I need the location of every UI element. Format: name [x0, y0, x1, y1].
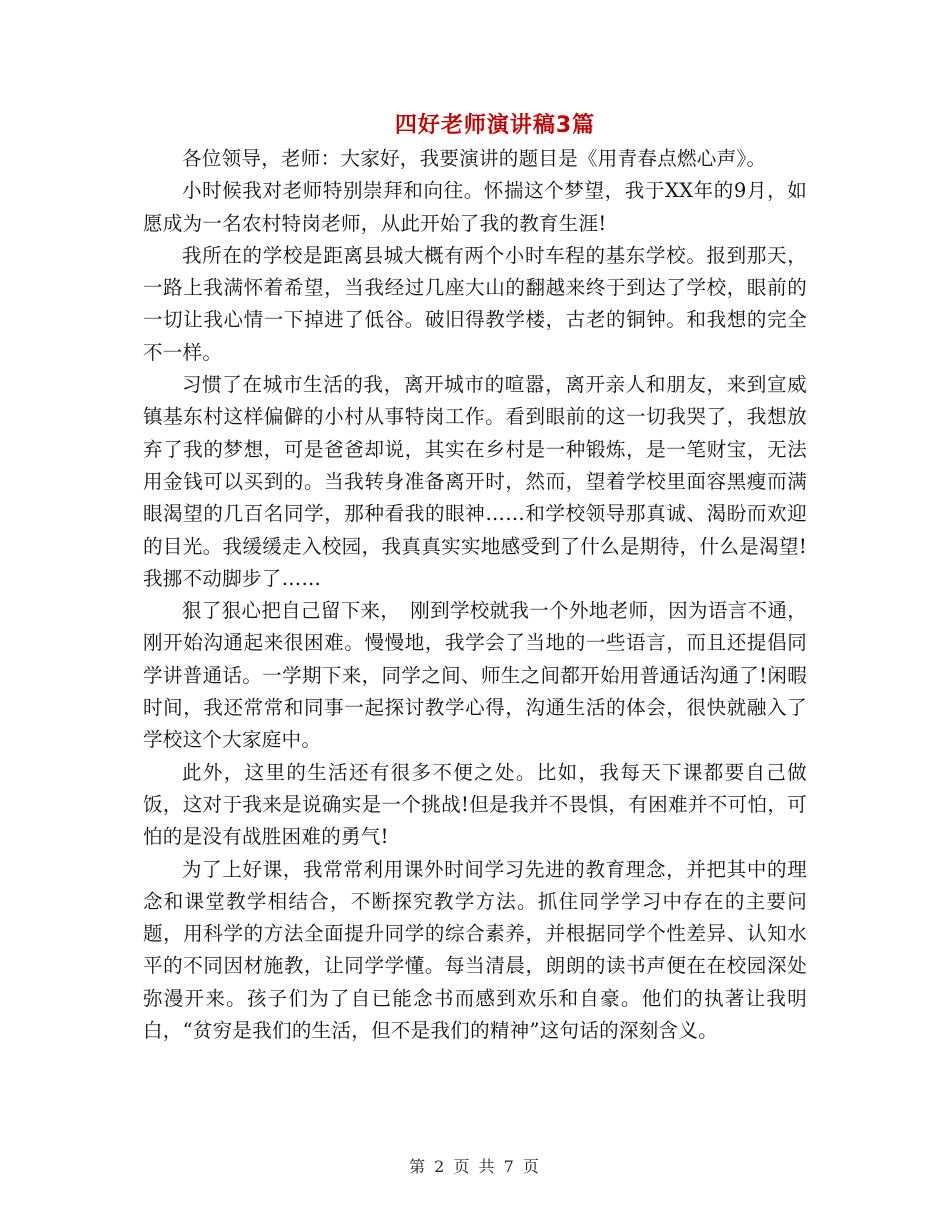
paragraph: 此外，这里的生活还有很多不便之处。比如，我每天下课都要自己做饭，这对于我来是说确实是一个挑战!但是我并不畏惧，有困难并不可怕，可怕的是没有战胜困难的勇气!	[143, 760, 807, 849]
page-number-footer: 第 2 页 共 7 页	[409, 1157, 541, 1176]
paragraph: 为了上好课，我常常利用课外时间学习先进的教育理念，并把其中的理念和课堂教学相结合，不断探究教学方法。抓住同学学习中存在的主要问题，用科学的方法全面提升同学的综合素养，并根据同学个性差异、认知水平的不同因材施教，让同学学懂。每当清晨，朗朗的读书声便在在校园深处弥漫开来。孩子们为了自已能念书而感到欢乐和自豪。他们的执著让我明白，“贫穷是我们的生活，但不是我们的精神”这句话的深刻含义。	[143, 857, 807, 1043]
paragraph: 各位领导，老师：大家好，我要演讲的题目是《用青春点燃心声》。	[182, 147, 767, 170]
paragraph: 我所在的学校是距离县城大概有两个小时车程的基东学校。报到那天，一路上我满怀着希望，当我经过几座大山的翻越来终于到达了学校，眼前的一切让我心情一下掉进了低谷。破旧得教学楼，古老的铜钟。和我想的完全不一样。	[143, 243, 807, 364]
document-body	[143, 143, 807, 1047]
paragraph: 习惯了在城市生活的我，离开城市的喧嚣，离开亲人和朋友，来到宣威镇基东村这样偏僻的小村从事特岗工作。看到眼前的这一切我哭了，我想放弃了我的梦想，可是爸爸却说，其实在乡村是一种锻炼，是一笔财宝，无法用金钱可以买到的。当我转身准备离开时，然而，望着学校里面容黑瘦而满眼渴望的几百名同学，那种看我的眼神……和学校领导那真诚、渴盼而欢迎的目光。我缓缓走入校园，我真真实实地感受到了什么是期待，什么是渴望!我挪不动脚步了……	[143, 373, 807, 590]
paragraph: 狠了狠心把自己留下来， 刚到学校就我一个外地老师，因为语言不通，刚开始沟通起来很困难。慢慢地，我学会了当地的一些语言，而且还提倡同学讲普通话。一学期下来，同学之间、师生之间都开始用普通话沟通了!闲暇时间，我还常常和同事一起探讨教学心得，沟通生活的体会，很快就融入了学校这个大家庭中。	[143, 599, 807, 752]
document-title: 四好老师演讲稿3篇	[394, 113, 596, 138]
paragraph: 小时候我对老师特别崇拜和向往。怀揣这个梦望，我于XX年的9月，如愿成为一名农村特岗老师，从此开始了我的教育生涯!	[143, 179, 807, 235]
